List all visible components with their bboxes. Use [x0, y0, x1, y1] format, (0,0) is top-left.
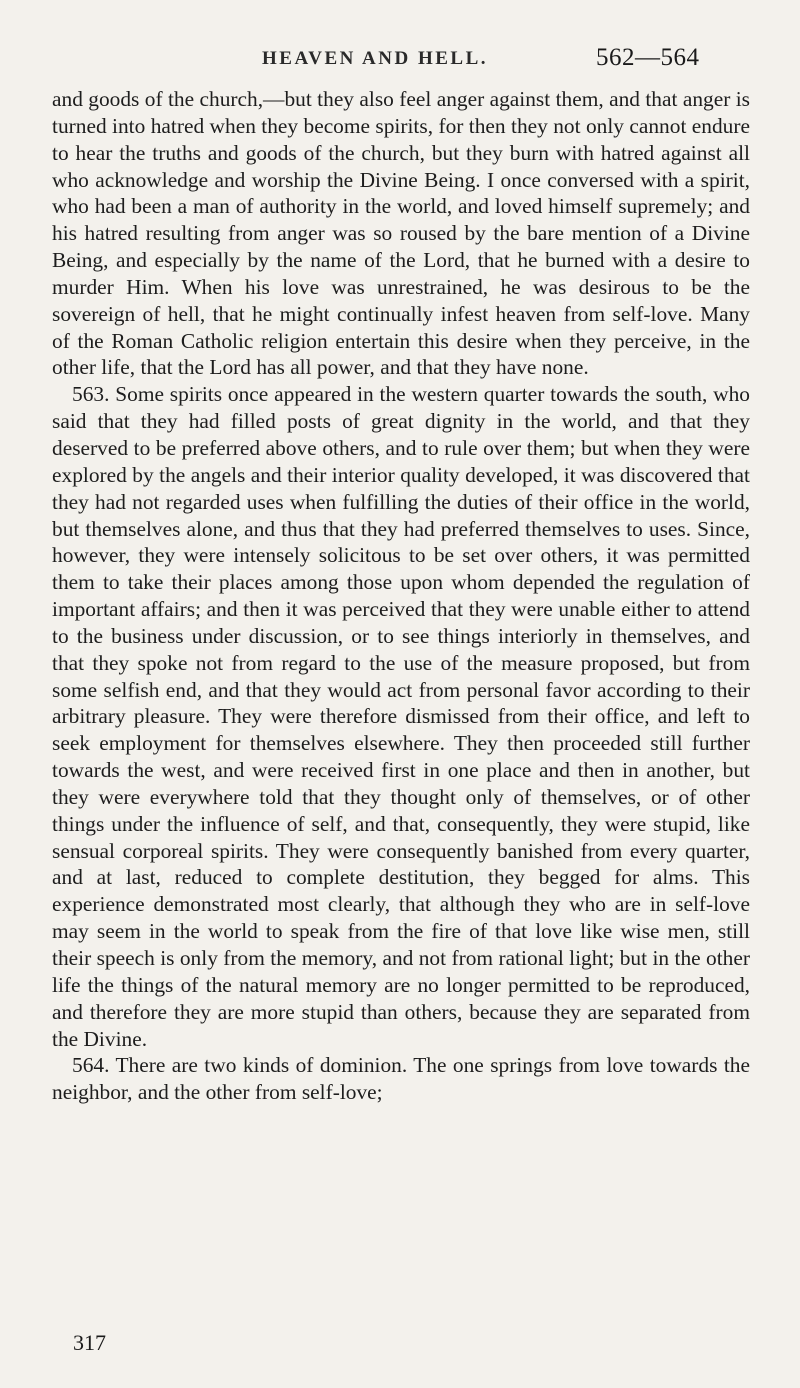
page-number: 317 — [73, 1330, 106, 1355]
paragraph-564: 564. There are two kinds of dominion. The one springs from love towards the neighbor, and the other from self-love; — [52, 1053, 750, 1105]
running-head — [0, 44, 800, 78]
body-text — [52, 86, 750, 1106]
section-range: 562—564 — [596, 44, 700, 71]
running-title: HEAVEN AND HELL. — [262, 48, 489, 69]
paragraph-563: 563. Some spirits once appeared in the western quarter towards the south, who said that they had filled posts of great dignity in the world, and that they deserved to be preferred above others, and to rule over them; but when they were explored by the angels and their interior quality developed, it was discovered that they had not regarded uses when fulfilling the duties of their office in the world, but themselves alone, and thus that they had preferred themselves to uses. Since, however, they were intensely solicitous to be set over others, it was permitted them to take their places among those upon whom depended the regulation of important affairs; and then it was perceived that they were unable either to attend to the business under discussion, or to see things interiorly in themselves, and that they spoke not from regard to the use of the measure proposed, but from some selfish end, and that they would act from personal favor according to their arbitrary pleasure. They were therefore dismissed from their office, and left to seek employment for themselves elsewhere. They then proceeded still further towards the west, and were received first in one place and then in another, but they were everywhere told that they thought only of themselves, or of other things under the influence of self, and that, consequently, they were stupid, like sensual corporeal spirits. They were consequently banished from every quarter, and at last, reduced to complete destitution, they begged for alms. This experience demonstrated most clearly, that although they who are in self-love may seem in the world to speak from the fire of that love like wise men, still their speech is only from the memory, and not from rational light; but in the other life the things of the natural memory are no longer permitted to be reproduced, and therefore they are more stupid than others, because they are separated from the Divine. — [52, 382, 750, 1051]
paragraph-continuation: and goods of the church,—but they also feel anger against them, and that anger is turned into hatred when they become spirits, for then they not only cannot endure to hear the truths and goods of the church, but they burn with hatred against all who acknowledge and worship the Divine Being. I once conversed with a spirit, who had been a man of authority in the world, and loved himself supremely; and his hatred resulting from anger was so roused by the bare mention of a Divine Being, and especially by the name of the Lord, that he burned with a desire to murder Him. When his love was unrestrained, he was desirous to be the sovereign of hell, that he might continually infest heaven from self-love. Many of the Roman Catholic religion entertain this desire when they perceive, in the other life, that the Lord has all power, and that they have none. — [52, 87, 750, 380]
